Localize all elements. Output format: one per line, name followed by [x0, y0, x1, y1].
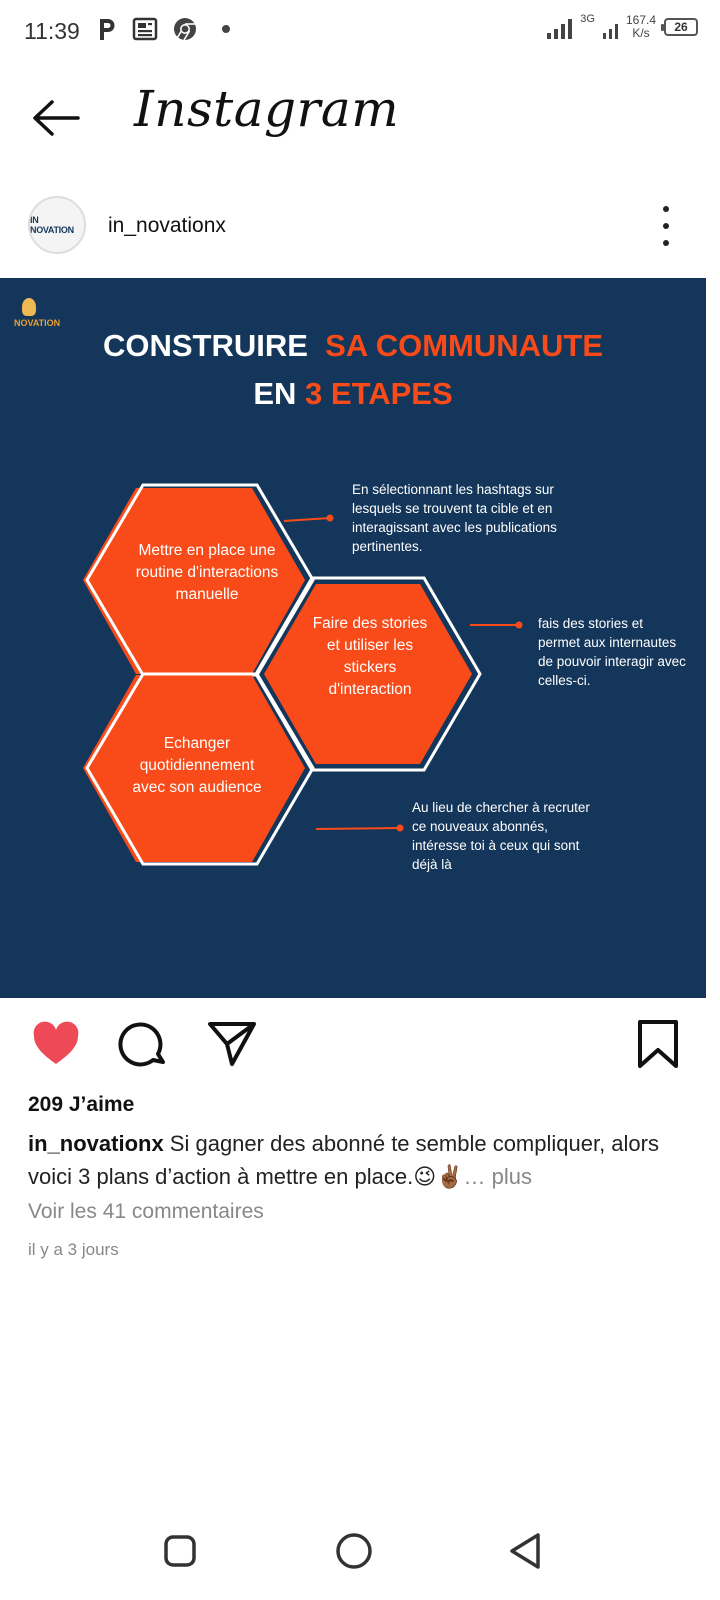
caption-more-link[interactable]: … plus: [463, 1164, 533, 1189]
news-icon: [132, 17, 158, 41]
parking-icon: [96, 16, 118, 42]
post-username[interactable]: in_novationx: [108, 214, 226, 237]
recents-square-icon[interactable]: [158, 1529, 202, 1573]
connector-line-1: [284, 518, 330, 521]
battery-icon: 26: [664, 18, 698, 36]
description-3: Au lieu de chercher à recruter ce nouveaux abonnés, intéresse toi à ceux qui sont déjà là: [412, 800, 590, 872]
network-speed: [626, 14, 656, 40]
share-send-icon[interactable]: [206, 1018, 258, 1070]
title-line1-orange: SA COMMUNAUTE: [325, 328, 604, 363]
status-bar: [0, 0, 720, 66]
signal-icon-2: [603, 15, 618, 39]
hexagon-1-label: Mettre en place une routine d'interactions manuelle: [135, 542, 279, 603]
speed-value: 167.4: [625, 13, 656, 27]
like-count[interactable]: 209 J’aime: [28, 1093, 135, 1116]
back-triangle-icon[interactable]: [504, 1529, 548, 1573]
hexagon-2-label: Faire des stories et utiliser les stickers d'interaction: [312, 615, 428, 698]
title-line2-orange: 3 ETAPES: [305, 376, 453, 411]
status-system-icons: [547, 14, 698, 40]
app-header: [0, 66, 720, 174]
chrome-icon: [172, 16, 198, 42]
post-caption: [28, 1127, 698, 1193]
network-type: 3G: [580, 13, 595, 25]
view-comments-link[interactable]: Voir les 41 commentaires: [28, 1200, 264, 1223]
post-time-ago: il y a 3 jours: [28, 1240, 119, 1259]
hexagon-3-label: Echanger quotidiennement avec son audience: [132, 735, 262, 796]
avatar[interactable]: [28, 196, 86, 254]
avatar-label: IN NOVATION: [30, 215, 74, 235]
comment-bubble-icon[interactable]: [118, 1018, 170, 1070]
more-notifications-dot: [222, 25, 230, 33]
system-nav-bar: [0, 1505, 720, 1600]
title-line2-white: EN: [253, 376, 297, 411]
description-2: fais des stories et permet aux internautes de pouvoir interagir avec celles-ci.: [538, 616, 686, 688]
bookmark-save-icon[interactable]: [632, 1018, 684, 1070]
post-header: [0, 186, 720, 274]
home-circle-icon[interactable]: [332, 1529, 376, 1573]
like-heart-icon[interactable]: [30, 1018, 82, 1070]
app-logo-title: Instagram: [134, 80, 400, 138]
connector-line-3: [316, 828, 400, 829]
more-options-icon[interactable]: [660, 206, 672, 246]
post-image[interactable]: [0, 278, 706, 998]
image-logo-text: NOVATION: [14, 318, 61, 328]
caption-username[interactable]: in_novationx: [28, 1131, 164, 1156]
caption-text: Si gagner des abonné te semble compliquer, alors voici 3 plans d’action à mettre en place.😉✌🏾: [28, 1131, 659, 1189]
speed-unit: K/s: [632, 26, 650, 40]
title-line1-white: CONSTRUIRE: [102, 328, 308, 363]
back-arrow-icon[interactable]: [30, 96, 82, 140]
status-notification-icons: [96, 16, 230, 42]
description-1: En sélectionnant les hashtags sur lesquels se trouvent ta cible et en interagissant avec les publications pertinentes.: [352, 482, 557, 554]
signal-icon: [547, 15, 572, 39]
post-action-bar: [0, 1018, 720, 1078]
status-time: 11:39: [24, 18, 80, 44]
